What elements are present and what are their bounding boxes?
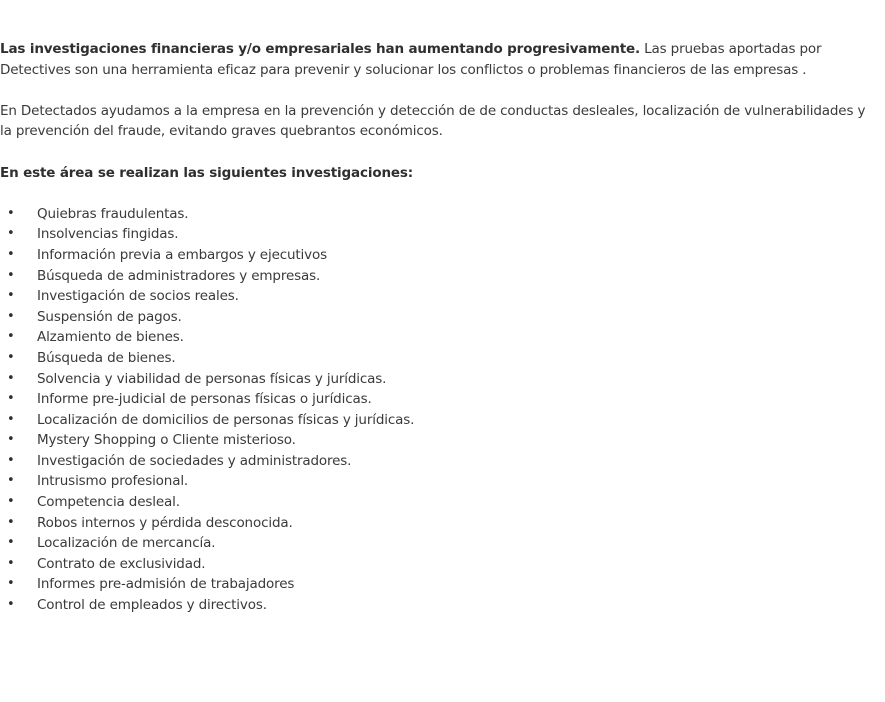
list-heading xyxy=(0,163,880,184)
list-item xyxy=(0,574,880,595)
investigation-list xyxy=(0,204,880,616)
list-item xyxy=(0,204,880,225)
list-item xyxy=(0,307,880,328)
list-item-text: Control de empleados y directivos. xyxy=(37,597,267,614)
bullet-icon: • xyxy=(7,391,15,407)
intro-text: Las pruebas aportadas por Detectives son una herramienta eficaz para prevenir y solucionar los conflictos o problemas financieros de las empresas . xyxy=(0,41,822,78)
list-item-text: Investigación de sociedades y administradores. xyxy=(37,452,352,469)
list-item xyxy=(0,286,880,307)
list-item xyxy=(0,430,880,451)
list-item xyxy=(0,224,880,245)
list-item-text: Intrusismo profesional. xyxy=(37,473,189,490)
list-item-text: Mystery Shopping o Cliente misterioso. xyxy=(37,432,296,449)
list-item-text: Investigación de socios reales. xyxy=(37,288,239,305)
list-item-text: Solvencia y viabilidad de personas físicas y jurídicas. xyxy=(37,370,387,387)
intro-bold-text: Las investigaciones financieras y/o empresariales han aumentando progresivamente. xyxy=(0,41,640,57)
list-item xyxy=(0,492,880,513)
bullet-icon: • xyxy=(7,411,15,427)
list-item-text: Competencia desleal. xyxy=(37,494,180,511)
bullet-icon: • xyxy=(7,576,15,592)
second-paragraph: En Detectados ayudamos a la empresa en la prevención y detección de de conductas desleales, localización de vulnerabilidades y la prevención del fraude, evitando graves quebrantos económicos. xyxy=(0,102,866,140)
bullet-icon: • xyxy=(7,555,15,571)
bullet-icon: • xyxy=(7,597,15,613)
bullet-icon: • xyxy=(7,329,15,345)
list-item xyxy=(0,410,880,431)
list-item xyxy=(0,471,880,492)
list-item xyxy=(0,369,880,390)
bullet-icon: • xyxy=(7,349,15,365)
list-item-text: Búsqueda de administradores y empresas. xyxy=(37,267,321,284)
list-item-text: Información previa a embargos y ejecutivos xyxy=(37,246,327,263)
list-item xyxy=(0,266,880,287)
list-item xyxy=(0,451,880,472)
intro-paragraph xyxy=(0,39,880,80)
bullet-icon: • xyxy=(7,226,15,242)
bullet-icon: • xyxy=(7,535,15,551)
list-item xyxy=(0,348,880,369)
bullet-icon: • xyxy=(7,308,15,324)
bullet-icon: • xyxy=(7,473,15,489)
list-item xyxy=(0,554,880,575)
bullet-icon: • xyxy=(7,514,15,530)
list-item-text: Quiebras fraudulentas. xyxy=(37,205,189,222)
list-item-text: Búsqueda de bienes. xyxy=(37,349,176,366)
bullet-icon: • xyxy=(7,267,15,283)
list-item-text: Localización de mercancía. xyxy=(37,535,216,552)
list-item xyxy=(0,533,880,554)
list-item-text: Robos internos y pérdida desconocida. xyxy=(37,514,293,531)
bullet-icon: • xyxy=(7,494,15,510)
list-item xyxy=(0,327,880,348)
bullet-icon: • xyxy=(7,246,15,262)
list-item-text: Informe pre-judicial de personas físicas o jurídicas. xyxy=(37,391,372,408)
list-item-text: Insolvencias fingidas. xyxy=(37,226,179,243)
list-item xyxy=(0,245,880,266)
bullet-icon: • xyxy=(7,452,15,468)
bullet-icon: • xyxy=(7,288,15,304)
bullet-icon: • xyxy=(7,205,15,221)
bullet-icon: • xyxy=(7,432,15,448)
list-heading-text: En este área se realizan las siguientes investigaciones: xyxy=(0,164,414,181)
bullet-icon: • xyxy=(7,370,15,386)
list-item-text: Localización de domicilios de personas físicas y jurídicas. xyxy=(37,411,415,428)
list-item-text: Suspensión de pagos. xyxy=(37,308,182,325)
list-item xyxy=(0,595,880,616)
article-content xyxy=(0,39,880,616)
list-item xyxy=(0,389,880,410)
list-item-text: Informes pre-admisión de trabajadores xyxy=(37,576,295,593)
list-item-text: Contrato de exclusividad. xyxy=(37,555,206,572)
list-item-text: Alzamiento de bienes. xyxy=(37,329,184,346)
list-item xyxy=(0,513,880,534)
